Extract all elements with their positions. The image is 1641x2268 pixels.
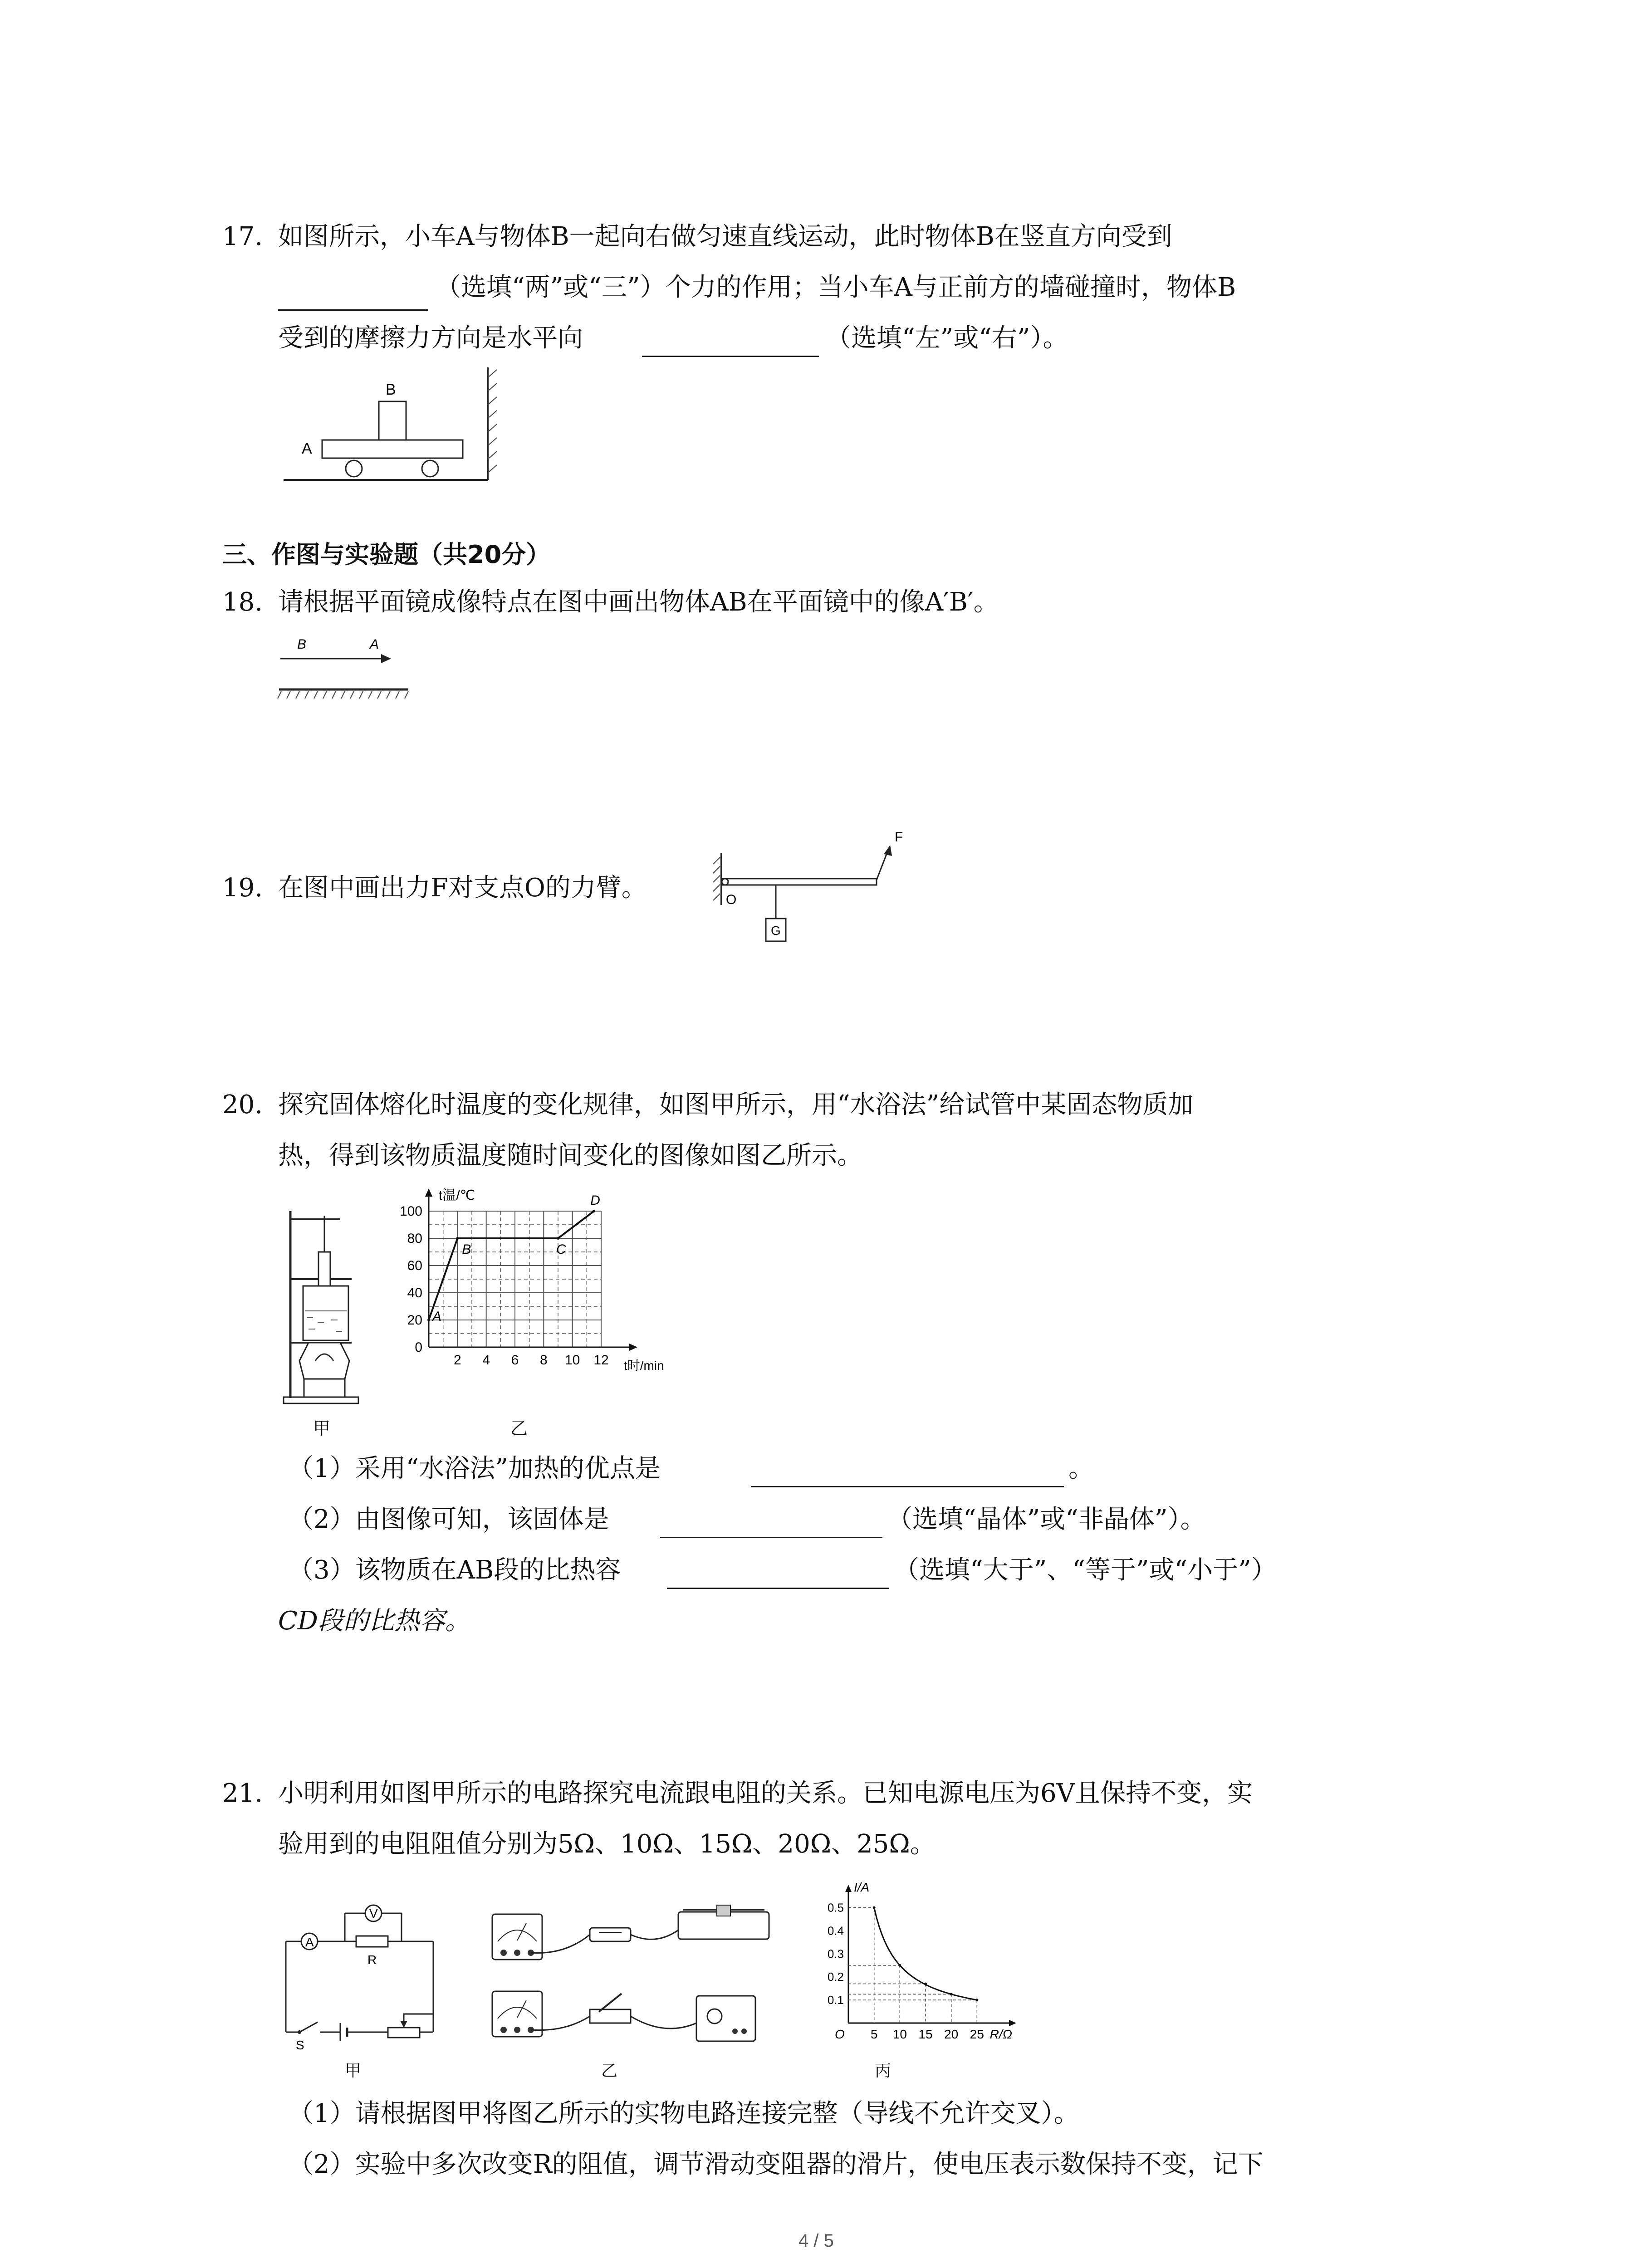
data-point — [427, 1319, 430, 1321]
q18-mirror-figure — [272, 631, 417, 712]
y-tick-label: 0.2 — [827, 1970, 844, 1984]
q20-sub1b: 。 — [1068, 1454, 1094, 1483]
y-axis-label: I/A — [854, 1880, 870, 1894]
block-label-b: B — [386, 381, 396, 398]
y-tick-label: 20 — [407, 1313, 422, 1328]
data-point-label: C — [556, 1242, 566, 1257]
q20-line1: 探究固体熔化时温度的变化规律，如图甲所示，用“水浴法”给试管中某固态物质加 — [278, 1090, 1194, 1119]
x-tick-label: 5 — [870, 2027, 878, 2041]
q20-blank-3[interactable] — [667, 1588, 889, 1589]
q18-label-a: A — [370, 637, 379, 652]
q20-sub3b: （选填“大于”、“等于”或“小于”） — [894, 1555, 1277, 1585]
q21-physical-circuit — [488, 1887, 805, 2059]
y-tick-label: 60 — [407, 1258, 422, 1273]
y-axis-arrow — [845, 1885, 852, 1892]
y-tick-label: 0 — [415, 1340, 422, 1355]
physical-rheostat — [678, 1905, 769, 1939]
q20-sub3c: CD段的比热容。 — [278, 1606, 470, 1636]
resistor-r — [356, 1936, 388, 1947]
section-3-title: 三、作图与实验题（共20分） — [222, 540, 551, 569]
x-axis-arrow — [629, 1344, 637, 1351]
x-tick-label: 6 — [511, 1353, 519, 1368]
q21-fig1-caption: 甲 — [345, 2062, 362, 2080]
q21-current-resistance-chart — [812, 1878, 1025, 2050]
x-tick-label: 25 — [970, 2027, 984, 2041]
x-tick-label: 20 — [944, 2027, 959, 2041]
q20-blank-1[interactable] — [751, 1486, 1064, 1487]
data-point — [924, 1982, 927, 1985]
y-tick-label: 40 — [407, 1286, 422, 1300]
cart-label-a: A — [302, 440, 312, 457]
q17-number: 17. — [222, 222, 263, 251]
cart-wheel-left — [346, 460, 362, 477]
block-b — [379, 401, 406, 440]
data-point — [456, 1237, 459, 1240]
cart-a-body — [322, 440, 463, 458]
q17-blank-1[interactable] — [278, 309, 428, 311]
y-tick-label: 0.5 — [827, 1901, 844, 1915]
label-g: G — [771, 924, 781, 938]
y-axis-label: t温/℃ — [439, 1188, 475, 1203]
x-tick-label: 8 — [539, 1353, 548, 1368]
q18-text: 请根据平面镜成像特点在图中画出物体AB在平面镜中的像A′B′。 — [278, 587, 999, 617]
data-point — [898, 1964, 901, 1967]
x-tick-label: 15 — [918, 2027, 933, 2041]
y-tick-label: 0.1 — [827, 1993, 844, 2007]
q19-number: 19. — [222, 873, 263, 903]
x-tick-label: 12 — [593, 1353, 609, 1368]
q17-line3a: 受到的摩擦力方向是水平向 — [278, 323, 583, 353]
q20-blank-2[interactable] — [660, 1537, 882, 1538]
q17-line1: 如图所示，小车A与物体B一起向右做匀速直线运动，此时物体B在竖直方向受到 — [278, 222, 1172, 251]
y-tick-label: 100 — [399, 1204, 422, 1219]
data-point — [950, 1993, 953, 1995]
q21-sub1: （1）请根据图甲将图乙所示的实物电路连接完整（导线不允许交叉）。 — [288, 2099, 1079, 2128]
q21-number: 21. — [222, 1779, 263, 1808]
data-point — [557, 1237, 559, 1240]
switch-s[interactable] — [299, 2022, 318, 2032]
y-tick-label: 80 — [407, 1231, 422, 1246]
q21-line1: 小明利用如图甲所示的电路探究电流跟电阻的关系。已知电源电压为6V且保持不变，实 — [278, 1779, 1253, 1808]
q21-sub2: （2）实验中多次改变R的阻值，调节滑动变阻器的滑片，使电压表示数保持不变，记下 — [288, 2150, 1264, 2179]
x-tick-label: 10 — [564, 1353, 580, 1368]
origin-label: O — [835, 2027, 845, 2041]
q17-line2: （选填“两”或“三”）个力的作用；当小车A与正前方的墙碰撞时，物体B — [436, 273, 1236, 302]
q21-line2: 验用到的电阻阻值分别为5Ω、10Ω、15Ω、20Ω、25Ω。 — [278, 1829, 936, 1859]
x-tick-label: 4 — [482, 1353, 490, 1368]
page-number: 4 / 5 — [798, 2231, 834, 2251]
x-axis-label: R/Ω — [989, 2027, 1012, 2041]
q21-fig3-caption: 丙 — [875, 2062, 892, 2080]
q20-line2: 热，得到该物质温度随时间变化的图像如图乙所示。 — [278, 1141, 862, 1170]
q20-fig1-caption: 甲 — [313, 1418, 331, 1438]
data-point-label: A — [432, 1309, 442, 1324]
q20-apparatus-figure — [277, 1207, 367, 1406]
data-point — [975, 1999, 978, 2001]
data-point — [873, 1906, 876, 1909]
x-axis-arrow — [1009, 2020, 1016, 2026]
q20-fig2-caption: 乙 — [510, 1418, 528, 1438]
data-point-label: D — [590, 1193, 600, 1208]
data-point-label: B — [462, 1242, 471, 1257]
q21-fig2-caption: 乙 — [601, 2062, 618, 2080]
y-tick-label: 0.4 — [827, 1924, 844, 1938]
q19-lever-figure — [712, 828, 903, 959]
q17-blank-2[interactable] — [642, 356, 819, 357]
rheostat — [388, 2028, 420, 2038]
y-tick-label: 0.3 — [827, 1947, 844, 1961]
q20-number: 20. — [222, 1090, 263, 1119]
cart-wheel-right — [422, 460, 438, 477]
y-axis-arrow — [425, 1188, 432, 1197]
resistor-label: R — [367, 1953, 377, 1967]
label-f: F — [895, 830, 903, 845]
voltmeter-label: V — [369, 1906, 378, 1921]
label-o: O — [726, 892, 737, 907]
physical-switch[interactable] — [590, 1994, 631, 2023]
ammeter-label: A — [305, 1935, 314, 1949]
q18-number: 18. — [222, 587, 263, 617]
physical-resistor — [590, 1928, 631, 1941]
q20-temperature-time-chart — [388, 1186, 715, 1386]
x-tick-label: 2 — [453, 1353, 461, 1368]
q21-circuit-diagram — [277, 1882, 454, 2050]
data-point — [593, 1210, 595, 1212]
q17-line3b: （选填“左”或“右”）。 — [826, 323, 1068, 353]
lever-bar — [722, 879, 877, 885]
q20-sub3a: （3）该物质在AB段的比热容 — [288, 1555, 621, 1585]
q18-label-b: B — [297, 637, 307, 652]
switch-label: S — [296, 2038, 304, 2052]
q20-sub2a: （2）由图像可知，该固体是 — [288, 1505, 609, 1534]
physical-power-supply — [696, 1996, 755, 2041]
q19-text: 在图中画出力F对支点O的力臂。 — [278, 873, 647, 903]
q17-cart-figure — [272, 363, 508, 485]
x-tick-label: 10 — [892, 2027, 907, 2041]
q20-sub2b: （选填“晶体”或“非晶体”）。 — [887, 1505, 1206, 1534]
q20-sub1a: （1）采用“水浴法”加热的优点是 — [288, 1454, 661, 1483]
pivot-o — [722, 879, 728, 885]
x-axis-label: t时/min — [624, 1359, 664, 1373]
